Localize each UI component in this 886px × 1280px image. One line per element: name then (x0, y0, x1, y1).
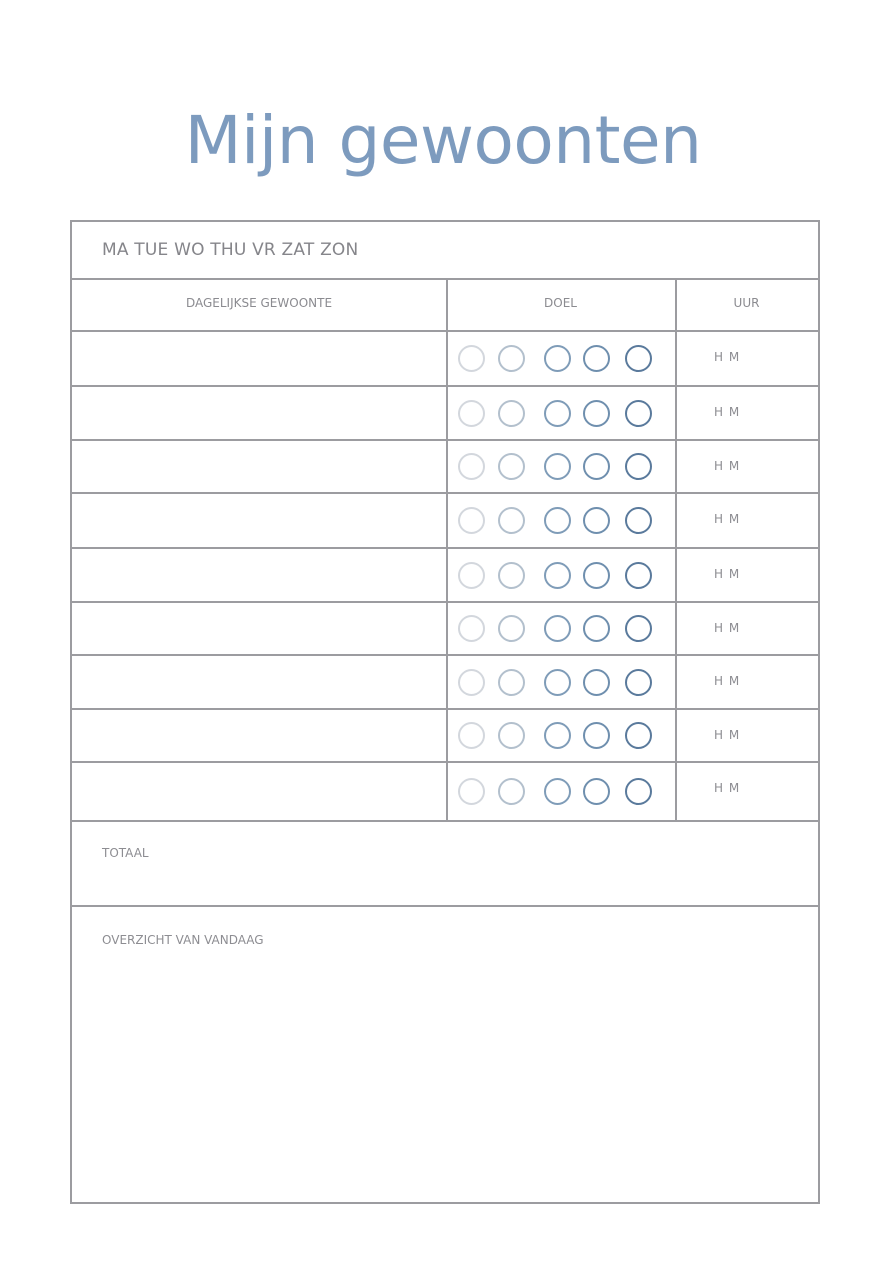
divider (72, 820, 818, 822)
goal-circle-checkbox[interactable] (583, 400, 610, 427)
goal-circle-checkbox[interactable] (544, 345, 571, 372)
goal-circle-checkbox[interactable] (498, 400, 525, 427)
goal-circle-checkbox[interactable] (498, 778, 525, 805)
goal-circles (458, 669, 658, 705)
divider (675, 279, 677, 821)
goal-circle-checkbox[interactable] (544, 778, 571, 805)
goal-circles (458, 400, 658, 436)
goal-circle-checkbox[interactable] (583, 669, 610, 696)
time-hm-field[interactable]: H M (714, 459, 741, 473)
goal-circle-checkbox[interactable] (625, 345, 652, 372)
column-header-goal: DOEL (544, 296, 577, 310)
goal-circle-checkbox[interactable] (458, 722, 485, 749)
time-hm-field[interactable]: H M (714, 781, 741, 795)
goal-circle-checkbox[interactable] (625, 615, 652, 642)
goal-circle-checkbox[interactable] (458, 615, 485, 642)
goal-circle-checkbox[interactable] (625, 400, 652, 427)
goal-circles (458, 722, 658, 758)
goal-circle-checkbox[interactable] (625, 453, 652, 480)
goal-circles (458, 453, 658, 489)
goal-circles (458, 562, 658, 598)
total-label: TOTAAL (102, 846, 149, 860)
goal-circle-checkbox[interactable] (583, 345, 610, 372)
time-hm-field[interactable]: H M (714, 728, 741, 742)
habit-input-cell[interactable] (72, 332, 446, 385)
goal-circle-checkbox[interactable] (583, 778, 610, 805)
goal-circle-checkbox[interactable] (625, 507, 652, 534)
goal-circle-checkbox[interactable] (458, 562, 485, 589)
time-hm-field[interactable]: H M (714, 621, 741, 635)
goal-circle-checkbox[interactable] (458, 400, 485, 427)
goal-circle-checkbox[interactable] (458, 507, 485, 534)
page-title: Mijn gewoonten (184, 102, 702, 179)
habit-input-cell[interactable] (72, 549, 446, 601)
goal-circle-checkbox[interactable] (498, 507, 525, 534)
goal-circle-checkbox[interactable] (458, 453, 485, 480)
goal-circle-checkbox[interactable] (583, 453, 610, 480)
divider (446, 279, 448, 821)
goal-circle-checkbox[interactable] (498, 669, 525, 696)
goal-circle-checkbox[interactable] (544, 507, 571, 534)
habit-input-cell[interactable] (72, 494, 446, 547)
habit-sheet (70, 220, 820, 1204)
divider (72, 278, 818, 280)
goal-circle-checkbox[interactable] (583, 722, 610, 749)
goal-circle-checkbox[interactable] (498, 345, 525, 372)
divider (72, 905, 818, 907)
goal-circle-checkbox[interactable] (544, 615, 571, 642)
goal-circles (458, 507, 658, 543)
goal-circle-checkbox[interactable] (544, 453, 571, 480)
goal-circle-checkbox[interactable] (583, 615, 610, 642)
goal-circle-checkbox[interactable] (625, 722, 652, 749)
habit-input-cell[interactable] (72, 763, 446, 820)
goal-circle-checkbox[interactable] (458, 669, 485, 696)
habit-input-cell[interactable] (72, 656, 446, 708)
goal-circle-checkbox[interactable] (544, 562, 571, 589)
goal-circle-checkbox[interactable] (458, 345, 485, 372)
goal-circle-checkbox[interactable] (498, 453, 525, 480)
habit-input-cell[interactable] (72, 603, 446, 654)
goal-circle-checkbox[interactable] (625, 669, 652, 696)
goal-circle-checkbox[interactable] (583, 507, 610, 534)
goal-circle-checkbox[interactable] (498, 615, 525, 642)
column-header-time: UUR (733, 296, 760, 310)
time-hm-field[interactable]: H M (714, 405, 741, 419)
weekdays-line: MA TUE WO THU VR ZAT ZON (102, 240, 359, 260)
goal-circles (458, 778, 658, 814)
goal-circle-checkbox[interactable] (498, 722, 525, 749)
summary-label: OVERZICHT VAN VANDAAG (102, 933, 264, 947)
time-hm-field[interactable]: H M (714, 567, 741, 581)
goal-circle-checkbox[interactable] (544, 400, 571, 427)
column-header-habit: DAGELIJKSE GEWOONTE (185, 296, 333, 310)
habit-input-cell[interactable] (72, 387, 446, 439)
time-hm-field[interactable]: H M (714, 350, 741, 364)
goal-circles (458, 345, 658, 381)
goal-circle-checkbox[interactable] (625, 778, 652, 805)
habit-input-cell[interactable] (72, 441, 446, 492)
habit-input-cell[interactable] (72, 710, 446, 761)
goal-circle-checkbox[interactable] (544, 669, 571, 696)
time-hm-field[interactable]: H M (714, 512, 741, 526)
goal-circles (458, 615, 658, 651)
goal-circle-checkbox[interactable] (625, 562, 652, 589)
time-hm-field[interactable]: H M (714, 674, 741, 688)
goal-circle-checkbox[interactable] (583, 562, 610, 589)
goal-circle-checkbox[interactable] (498, 562, 525, 589)
goal-circle-checkbox[interactable] (544, 722, 571, 749)
goal-circle-checkbox[interactable] (458, 778, 485, 805)
